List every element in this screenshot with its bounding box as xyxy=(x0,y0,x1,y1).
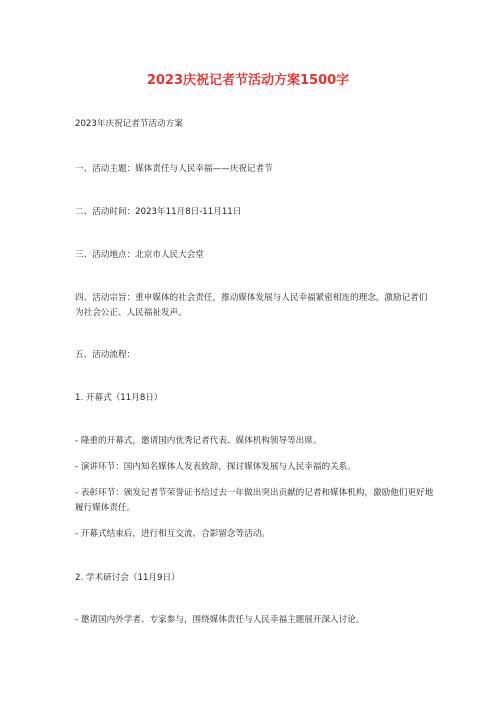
paragraph-purpose: 四、活动宗旨：重申媒体的社会责任，推动媒体发展与人民幸福紧密相连的理念，激励记者们为社会公正、人民福祉发声。 xyxy=(75,293,428,318)
paragraph-process-heading: 五、活动流程： xyxy=(75,350,136,360)
list-item: - 表彰环节：颁发记者节荣誉证书给过去一年做出突出贡献的记者和媒体机构，激励他们更好地履行媒体责任。 xyxy=(75,488,434,513)
list-item: - 演讲环节：国内知名媒体人发表致辞，探讨媒体发展与人民幸福的关系。 xyxy=(75,462,356,472)
paragraph-seminar-heading: 2. 学术研讨会（11月9日） xyxy=(75,573,180,583)
document-title: 2023庆祝记者节活动方案1500字 xyxy=(146,73,350,88)
list-item: - 邀请国内外学者、专家参与，围绕媒体责任与人民幸福主题展开深入讨论。 xyxy=(75,615,365,625)
paragraph-time: 二、活动时间：2023年11月8日-11月11日 xyxy=(75,207,242,217)
list-item: - 隆重的开幕式，邀请国内优秀记者代表、媒体机构领导等出席。 xyxy=(75,436,322,446)
paragraph-subtitle: 2023年庆祝记者节活动方案 xyxy=(75,119,183,129)
list-item: - 开幕式结束后，进行相互交流、合影留念等活动。 xyxy=(75,529,270,539)
paragraph-opening-heading: 1. 开幕式（11月8日） xyxy=(75,393,163,403)
paragraph-location: 三、活动地点：北京市人民大会堂 xyxy=(75,250,204,260)
paragraph-theme: 一、活动主题：媒体责任与人民幸福——庆祝记者节 xyxy=(75,164,273,174)
